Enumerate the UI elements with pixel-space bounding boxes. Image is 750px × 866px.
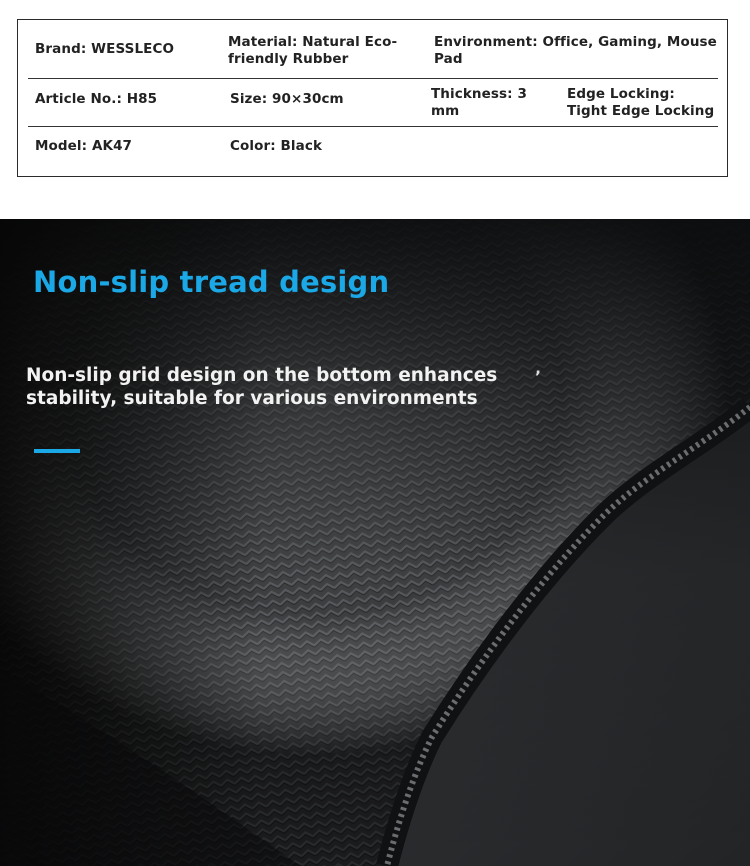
spec-row-2 [28,78,718,127]
accent-underline [34,449,80,453]
product-photo-banner [0,219,750,866]
banner-headline: Non-slip tread design [33,265,390,299]
spec-material: Material: Natural Eco-friendly Rubber [228,34,398,67]
banner-description: Non-slip grid design on the bottom enhances stability, suitable for various environments [26,365,498,409]
spec-brand: Brand: WESSLECO [35,41,175,57]
mousepad-bottom-photo [0,219,750,866]
spec-row-3 [28,126,718,177]
spec-row-1 [28,20,718,78]
spec-size: Size: 90×30cm [230,91,344,107]
product-spec-table [17,19,728,177]
spec-model: Model: AK47 [35,138,133,154]
spec-edge-locking: Edge Locking: Tight Edge Locking [567,86,715,119]
spec-environment: Environment: Office, Gaming, Mouse Pad [434,34,717,67]
stray-apostrophe: ’ [535,367,542,386]
spec-thickness: Thickness: 3 mm [431,86,527,119]
spec-color: Color: Black [230,138,323,154]
spec-article-no: Article No.: H85 [35,91,158,107]
